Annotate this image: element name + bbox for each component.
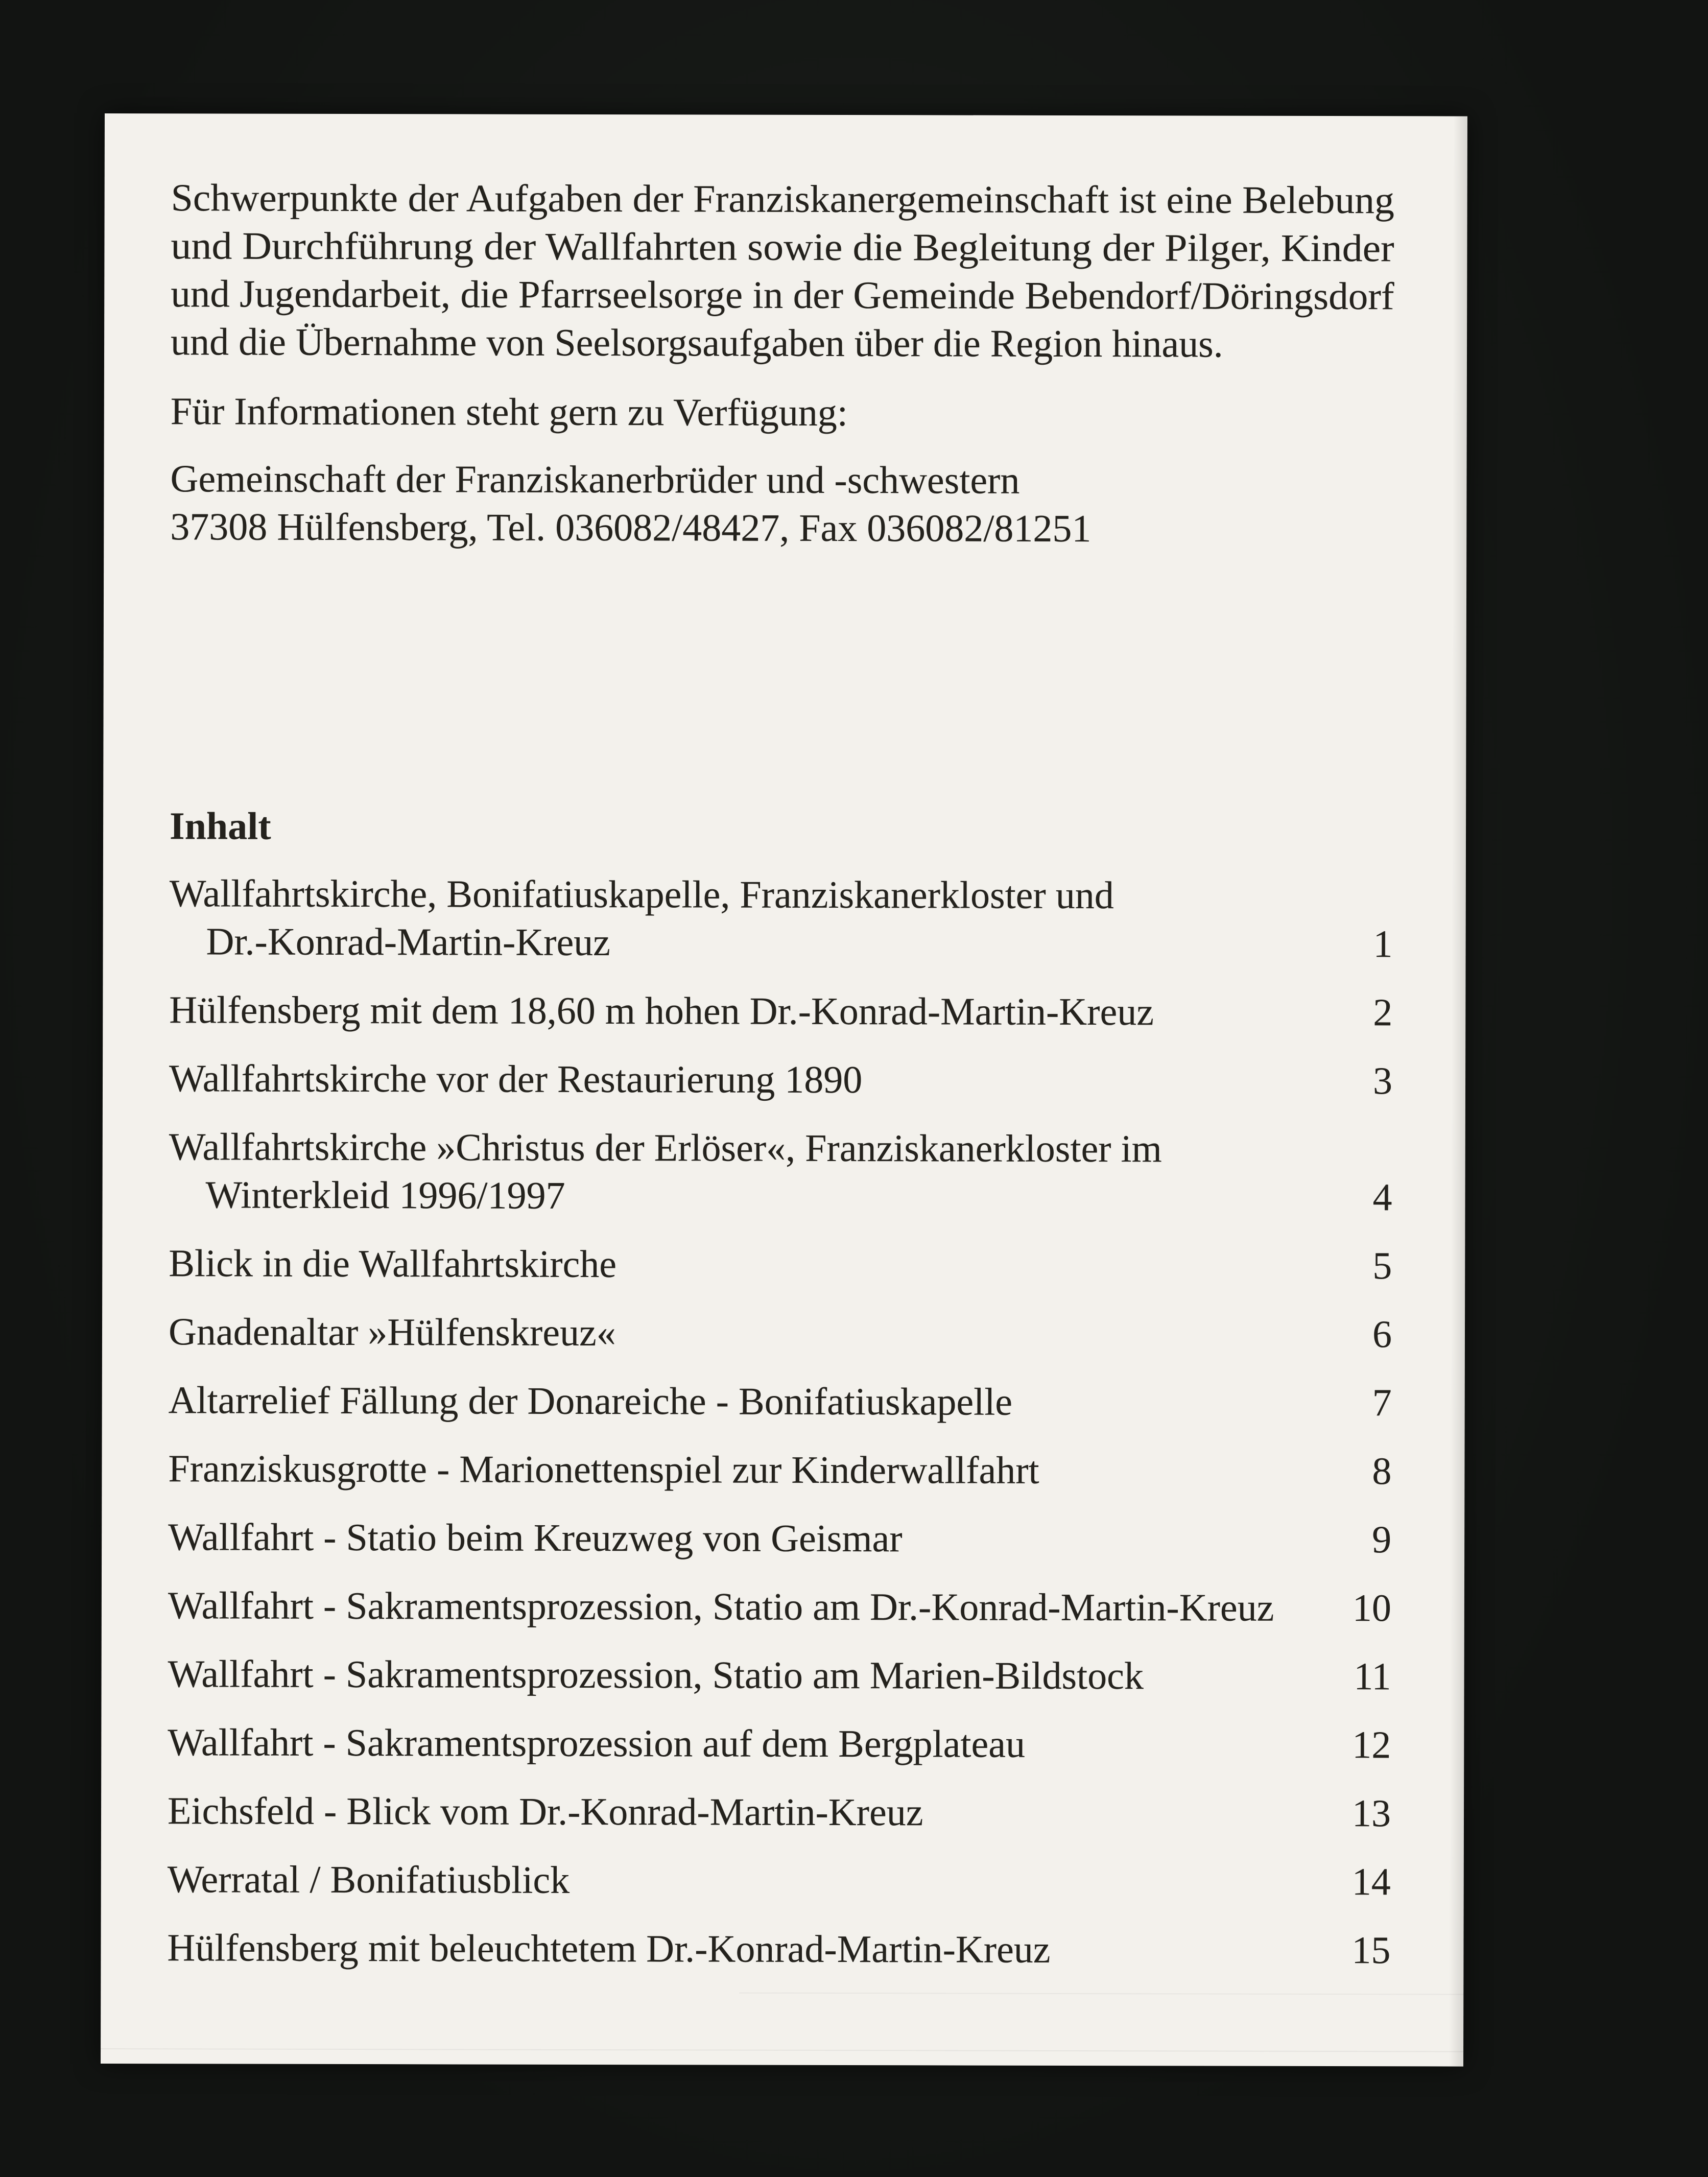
toc-page-number: 1 xyxy=(1373,922,1393,966)
intro-line xyxy=(171,270,1394,320)
contact-line-2: 37308 Hülfensberg, Tel. 036082/48427, Fax 036082/81251 xyxy=(170,505,1092,551)
toc-entry xyxy=(168,1855,1391,1906)
toc-list xyxy=(167,869,1393,1974)
toc-page-number: 3 xyxy=(1372,1059,1393,1103)
toc-entry xyxy=(168,1650,1391,1700)
toc-entry-title xyxy=(168,1581,1340,1632)
toc-page-number: 8 xyxy=(1372,1450,1392,1493)
intro-line xyxy=(171,318,1394,368)
toc-entry-title-line-1: Wallfahrt - Sakramentsprozession auf dem Bergplateau xyxy=(168,1721,1026,1766)
toc-entry xyxy=(168,1718,1391,1769)
toc-entry xyxy=(169,1376,1392,1427)
toc-page-number: 7 xyxy=(1372,1381,1392,1425)
contact-block xyxy=(170,455,1393,553)
toc-entry-title-line-1: Wallfahrt - Statio beim Kreuzweg von Geismar xyxy=(168,1516,903,1560)
toc-entry-title xyxy=(169,1376,1360,1427)
toc-entry-title-line-1: Blick in die Wallfahrtskirche xyxy=(169,1242,617,1286)
toc-entry-title xyxy=(168,1650,1342,1700)
toc-page-number: 11 xyxy=(1354,1655,1391,1698)
toc-entry xyxy=(169,1308,1392,1358)
toc-entry xyxy=(168,1787,1391,1837)
paper-crease xyxy=(101,2048,1463,2052)
toc-entry-title xyxy=(168,1787,1340,1837)
page-content xyxy=(167,113,1394,1995)
intro-line-text: und Jugendarbeit, die Pfarrseelsorge in der Gemeinde Bebendorf/Döringsdorf xyxy=(171,272,1394,318)
toc-page-number: 13 xyxy=(1351,1792,1391,1835)
toc-entry-title-line-1: Gnadenaltar »Hülfenskreuz« xyxy=(168,1310,616,1355)
intro-paragraph xyxy=(171,174,1394,368)
intro-line-text: Schwerpunkte der Aufgaben der Franziskanergemeinschaft ist eine Belebung xyxy=(171,176,1395,222)
toc-entry-title xyxy=(169,986,1361,1036)
intro-line-text: und die Übernahme von Seelsorgsaufgaben über die Region hinaus. xyxy=(170,320,1223,366)
intro-line xyxy=(171,222,1394,272)
paper-edge-shadow xyxy=(1449,116,1467,2067)
toc-entry-title xyxy=(168,1855,1340,1906)
toc-entry-title xyxy=(167,1924,1339,1974)
toc-page-number: 9 xyxy=(1372,1518,1392,1561)
toc-entry-title xyxy=(170,869,1361,968)
toc-entry-title-line-2: Dr.-Konrad-Martin-Kreuz xyxy=(206,920,611,964)
toc-entry-title-line-1: Hülfensberg mit beleuchtetem Dr.-Konrad-Martin-Kreuz xyxy=(167,1926,1051,1971)
intro-line xyxy=(171,174,1394,224)
toc-entry xyxy=(169,986,1392,1036)
toc-entry-title-line-1: Wallfahrtskirche, Bonifatiuskapelle, Franziskanerkloster und xyxy=(169,872,1114,917)
intro-line-text: und Durchführung der Wallfahrten sowie die Begleitung der Pilger, Kinder xyxy=(171,224,1394,270)
toc-entry-title xyxy=(169,1123,1360,1221)
toc-page-number: 15 xyxy=(1351,1929,1391,1972)
toc-page-number: 5 xyxy=(1372,1244,1392,1288)
toc-entry-title xyxy=(168,1513,1360,1564)
toc-page-number: 10 xyxy=(1352,1587,1391,1630)
toc-entry-title-line-1: Wallfahrt - Sakramentsprozession, Statio am Marien-Bildstock xyxy=(168,1652,1144,1698)
toc-entry xyxy=(169,1054,1392,1105)
toc-entry-title-line-1: Hülfensberg mit dem 18,60 m hohen Dr.-Konrad-Martin-Kreuz xyxy=(169,988,1154,1034)
toc-entry-title xyxy=(168,1445,1360,1495)
toc-entry-title xyxy=(169,1308,1360,1358)
toc-entry xyxy=(168,1445,1391,1495)
toc-page-number: 14 xyxy=(1351,1860,1391,1904)
toc-entry-title-line-1: Eichsfeld - Blick vom Dr.-Konrad-Martin-Kreuz xyxy=(167,1789,923,1834)
info-note-line: Für Informationen steht gern zu Verfügung: xyxy=(170,390,848,435)
toc-entry-title-line-1: Werratal / Bonifatiusblick xyxy=(167,1858,570,1902)
toc-entry-title-line-1: Wallfahrtskirche »Christus der Erlöser«, Franziskanerkloster im xyxy=(169,1125,1162,1171)
toc-entry-title xyxy=(169,1239,1360,1290)
toc-entry xyxy=(167,1924,1390,1974)
toc-page-number: 2 xyxy=(1373,991,1393,1034)
toc-entry xyxy=(169,1239,1392,1290)
toc-entry xyxy=(170,869,1393,968)
toc-entry-title-line-1: Wallfahrt - Sakramentsprozession, Statio am Dr.-Konrad-Martin-Kreuz xyxy=(168,1584,1274,1629)
toc-entry-title xyxy=(168,1718,1340,1769)
toc-entry xyxy=(169,1123,1392,1221)
toc-page-number: 4 xyxy=(1372,1176,1392,1219)
toc-entry-title-line-1: Wallfahrtskirche vor der Restaurierung 1890 xyxy=(169,1057,863,1102)
document-page xyxy=(101,113,1467,2067)
toc-page-number: 6 xyxy=(1372,1313,1392,1356)
toc-entry-title-line-1: Altarrelief Fällung der Donareiche - Bonifatiuskapelle xyxy=(168,1379,1013,1424)
toc-entry-title-line-1: Franziskusgrotte - Marionettenspiel zur Kinderwallfahrt xyxy=(168,1447,1039,1492)
toc-heading: Inhalt xyxy=(169,804,271,848)
toc-entry xyxy=(168,1513,1391,1564)
toc-page-number: 12 xyxy=(1352,1723,1391,1767)
contact-line-1: Gemeinschaft der Franziskanerbrüder und -schwestern xyxy=(170,457,1020,502)
toc-entry-title xyxy=(169,1054,1361,1105)
toc-entry-title-line-2: Winterkleid 1996/1997 xyxy=(205,1173,565,1217)
toc-entry xyxy=(168,1581,1391,1632)
